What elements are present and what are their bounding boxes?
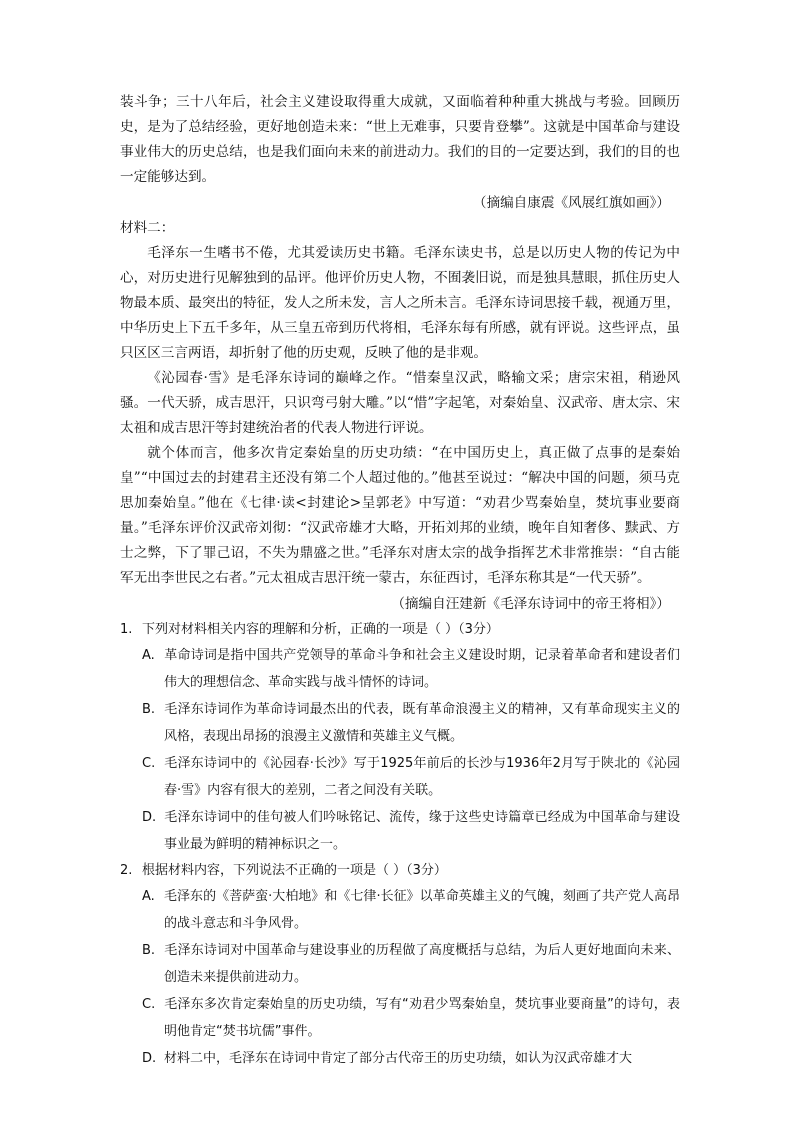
question-stem: 下列对材料相关内容的理解和分析，正确的一项是（ ）（3分） [142, 622, 499, 637]
option-b [142, 937, 680, 991]
material2-label: 材料二： [120, 220, 175, 236]
material2-source: （摘编自汪建新《毛泽东诗词中的帝王将相》） [391, 596, 670, 612]
option-key: C. [142, 997, 156, 1012]
question-number: 1. [120, 622, 133, 637]
option-text: 毛泽东的《菩萨蛮·大柏地》和《七律·长征》以革命英雄主义的气魄，刻画了共产党人高昂的战斗意志和斗争风骨。 [164, 889, 680, 931]
option-b [142, 696, 680, 750]
option-key: A. [142, 889, 155, 904]
material2-paragraph-1: 毛泽东一生嗜书不倦，尤其爱读历史书籍。毛泽东读史书，总是以历史人物的传记为中心，对历史进行见解独到的品评。他评价历史人物，不囿袭旧说，而是独具慧眼，抓住历史人物最本质、最突出的特征，发人之所未发，言人之所未言。毛泽东诗词思接千载，视通万里，中华历史上下五千多年，从三皇五帝到历代将相，毛泽东每有所感，就有评说。这些评点，虽只区区三言两语，却折射了他的历史观，反映了他的是非观。 [120, 245, 680, 361]
option-a [142, 642, 680, 696]
material2-paragraph-3: 就个体而言，他多次肯定秦始皇的历史功绩：“在中国历史上，真正做了点事的是秦始皇”“中国过去的封建君主还没有第二个人超过他的。”他甚至说过：“解决中国的问题，须马克思加秦始皇。”他在《七律·读<封建论>呈郭老》中写道：“劝君少骂秦始皇，焚坑事业要商量。”毛泽东评价汉武帝刘彻：“汉武帝雄才大略，开拓刘邦的业绩，晚年自知奢侈、黩武、方士之弊，下了罪己诏，不失为鼎盛之世。”毛泽东对唐太宗的战争指挥艺术非常推崇：“自古能军无出李世民之右者。”元太祖成吉思汗统一蒙古，东征西讨，毛泽东称其是“一代天骄”。 [120, 445, 680, 586]
exam-page [120, 90, 680, 1072]
option-c [142, 750, 680, 804]
option-text: 毛泽东诗词作为革命诗词最杰出的代表，既有革命浪漫主义的精神，又有革命现实主义的风格，表现出昂扬的浪漫主义激情和英雄主义气概。 [164, 702, 680, 744]
option-text: 毛泽东诗词中的佳句被人们吟咏铭记、流传，缘于这些史诗篇章已经成为中国革命与建设事业最为鲜明的精神标识之一。 [164, 810, 680, 852]
option-d [142, 804, 680, 858]
option-key: D. [142, 810, 157, 825]
option-key: A. [142, 648, 155, 663]
option-text: 革命诗词是指中国共产党领导的革命斗争和社会主义建设时期，记录着革命者和建设者们伟大的理想信念、革命实践与战斗情怀的诗词。 [164, 648, 680, 690]
option-a [142, 883, 680, 937]
material1-tail-paragraph: 装斗争；三十八年后，社会主义建设取得重大成就，又面临着种种重大挑战与考验。回顾历史，是为了总结经验，更好地创造未来：“世上无难事，只要肯登攀”。这就是中国革命与建设事业伟大的历史总结，也是我们面向未来的前进动力。我们的目的一定要达到，我们的目的也一定能够达到。 [120, 94, 680, 185]
question-number: 2. [120, 863, 133, 878]
option-text: 毛泽东诗词中的《沁园春·长沙》写于1925年前后的长沙与1936年2月写于陕北的《沁园春·雪》内容有很大的差别，二者之间没有关联。 [164, 756, 680, 798]
material2-paragraph-2: 《沁园春·雪》是毛泽东诗词的巅峰之作。“惜秦皇汉武，略输文采；唐宗宋祖，稍逊风骚。一代天骄，成吉思汗，只识弯弓射大雕。”以“惜”字起笔，对秦始皇、汉武帝、唐太宗、宋太祖和成吉思汗等封建统治者的代表人物进行评说。 [120, 370, 680, 436]
option-key: B. [142, 702, 156, 717]
option-key: C. [142, 756, 156, 771]
question-2 [120, 858, 680, 1072]
option-text: 材料二中，毛泽东在诗词中肯定了部分古代帝王的历史功绩，如认为汉武帝雄才大 [164, 1051, 633, 1066]
option-text: 毛泽东诗词对中国革命与建设事业的历程做了高度概括与总结，为后人更好地面向未来、创造未来提供前进动力。 [164, 943, 680, 985]
question-stem: 根据材料内容，下列说法不正确的一项是（ ）（3分） [142, 863, 447, 878]
material1-source: （摘编自康震《风展红旗如画》） [472, 195, 670, 211]
option-d [142, 1045, 680, 1072]
option-key: D. [142, 1051, 157, 1066]
question-1 [120, 617, 680, 858]
option-text: 毛泽东多次肯定秦始皇的历史功绩，写有“劝君少骂秦始皇，焚坑事业要商量”的诗句，表明他肯定“焚书坑儒”事件。 [164, 997, 680, 1039]
option-c [142, 991, 680, 1045]
option-key: B. [142, 943, 156, 958]
